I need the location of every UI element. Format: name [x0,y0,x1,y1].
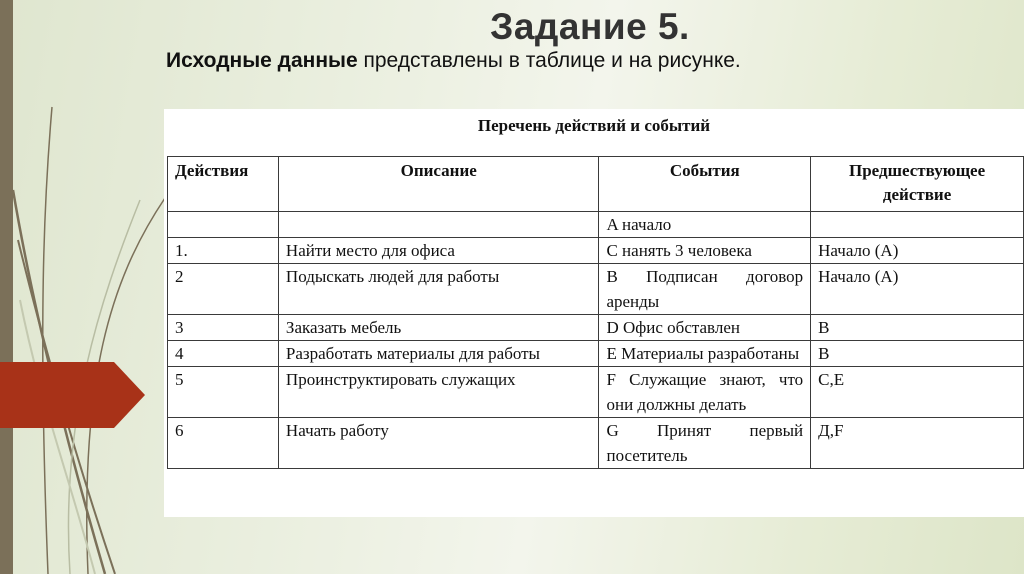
cell-event: E Материалы разработаны [599,341,811,367]
cell-description [278,212,599,238]
cell-predecessor: Начало (A) [811,264,1024,315]
table-row [168,238,1024,264]
subtitle-bold: Исходные данные [166,49,358,72]
table-row [168,367,1024,418]
header-events: События [599,157,811,212]
cell-description: Разработать материалы для работы [278,341,599,367]
table-row [168,212,1024,238]
cell-action: 3 [168,315,279,341]
cell-description: Начать работу [278,418,599,469]
cell-description: Подыскать людей для работы [278,264,599,315]
cell-event: C нанять 3 человека [599,238,811,264]
cell-predecessor: Д,F [811,418,1024,469]
subtitle-rest: представлены в таблице и на рисунке. [357,49,741,72]
cell-predecessor: C,E [811,367,1024,418]
table-row [168,264,1024,315]
arrow-shape [0,362,145,428]
cell-action: 4 [168,341,279,367]
cell-description: Проинструктировать служащих [278,367,599,418]
cell-predecessor: B [811,341,1024,367]
cell-action: 5 [168,367,279,418]
cell-event: A начало [599,212,811,238]
cell-action: 1. [168,238,279,264]
table-row [168,341,1024,367]
cell-action: 2 [168,264,279,315]
events-table [167,156,1024,469]
cell-predecessor: Начало (A) [811,238,1024,264]
slide-subtitle [166,49,741,73]
header-actions: Действия [168,157,279,212]
header-description: Описание [278,157,599,212]
cell-event: G Принят первый посетитель [599,418,811,469]
cell-action [168,212,279,238]
slide-title: Задание 5. [490,6,690,47]
table-caption: Перечень действий и событий [477,116,711,135]
cell-event: F Служащие знают, что они должны делать [599,367,811,418]
header-predecessor: Предшествующее действие [811,157,1024,212]
cell-description: Заказать мебель [278,315,599,341]
header-row [168,157,1024,212]
table-row [168,315,1024,341]
table-row [168,418,1024,469]
cell-description: Найти место для офиса [278,238,599,264]
cell-event: B Подписан договор аренды [599,264,811,315]
table-image [164,109,1024,517]
cell-action: 6 [168,418,279,469]
cell-predecessor: B [811,315,1024,341]
cell-event: D Офис обставлен [599,315,811,341]
cell-predecessor [811,212,1024,238]
